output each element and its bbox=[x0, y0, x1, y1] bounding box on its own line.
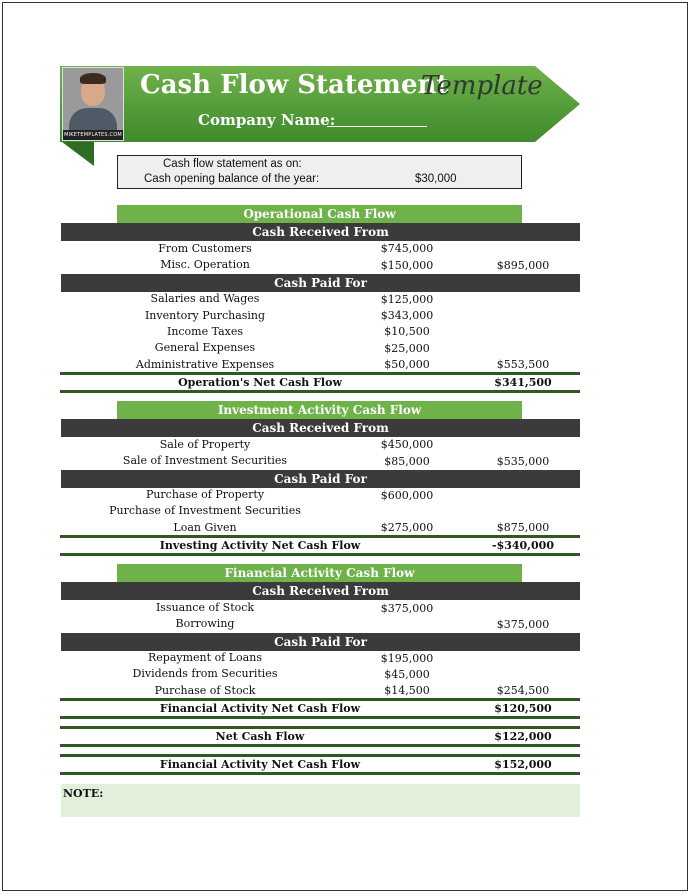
line-item-total: $254,500 bbox=[496, 684, 550, 697]
divider bbox=[60, 553, 580, 556]
line-item-value[interactable]: $745,000 bbox=[380, 242, 434, 255]
line-item-total: $895,000 bbox=[496, 259, 550, 272]
line-item-label: Dividends from Securities bbox=[132, 667, 278, 680]
investment-net-value: -$340,000 bbox=[492, 539, 554, 552]
title-main: Cash Flow Statement bbox=[140, 70, 449, 100]
line-item-value[interactable]: $125,000 bbox=[380, 293, 434, 306]
line-item-label: Purchase of Property bbox=[145, 488, 265, 501]
investment-received-header: Cash Received From bbox=[61, 419, 580, 437]
line-item-label: Income Taxes bbox=[166, 325, 244, 338]
line-item-label: From Customers bbox=[158, 242, 252, 255]
divider bbox=[60, 744, 580, 747]
line-item-label: Sale of Property bbox=[159, 438, 251, 451]
line-item-total: $875,000 bbox=[496, 521, 550, 534]
line-item-value[interactable]: $195,000 bbox=[380, 652, 434, 665]
operational-net-label: Operation's Net Cash Flow bbox=[178, 376, 342, 389]
operational-received-header: Cash Received From bbox=[61, 223, 580, 241]
net-cash-flow-label: Net Cash Flow bbox=[215, 730, 305, 743]
note-label: NOTE: bbox=[63, 787, 104, 800]
section-operational: Operational Cash Flow bbox=[117, 205, 522, 223]
line-item-total: $553,500 bbox=[496, 358, 550, 371]
line-item-value[interactable]: $45,000 bbox=[384, 668, 430, 681]
divider bbox=[60, 754, 580, 757]
line-item-label: Administrative Expenses bbox=[135, 358, 275, 371]
divider bbox=[60, 535, 580, 538]
line-item-label: Misc. Operation bbox=[160, 258, 250, 271]
divider bbox=[60, 390, 580, 393]
financial-net-label: Financial Activity Net Cash Flow bbox=[159, 702, 361, 715]
company-name-label: Company Name: bbox=[198, 111, 336, 129]
line-item-label: Issuance of Stock bbox=[155, 601, 255, 614]
net-cash-flow-value: $122,000 bbox=[494, 730, 552, 743]
line-item-label: General Expenses bbox=[154, 341, 256, 354]
line-item-value[interactable]: $25,000 bbox=[384, 342, 430, 355]
line-item-value[interactable]: $50,000 bbox=[384, 358, 430, 371]
title-template: Template bbox=[421, 71, 543, 101]
line-item-value[interactable]: $85,000 bbox=[384, 455, 430, 468]
line-item-value[interactable]: $375,000 bbox=[380, 602, 434, 615]
opening-balance-box bbox=[117, 155, 522, 189]
investment-paid-header: Cash Paid For bbox=[61, 470, 580, 488]
line-item-label: Sale of Investment Securities bbox=[122, 454, 288, 467]
divider bbox=[60, 372, 580, 375]
note-box[interactable] bbox=[61, 784, 580, 817]
financial-paid-header: Cash Paid For bbox=[61, 633, 580, 651]
financial-received-header: Cash Received From bbox=[61, 582, 580, 600]
divider bbox=[60, 772, 580, 775]
financial-net-value: $120,500 bbox=[494, 702, 552, 715]
line-item-label: Purchase of Investment Securities bbox=[109, 504, 301, 517]
opening-balance-value[interactable]: $30,000 bbox=[415, 173, 457, 185]
final-net-value: $152,000 bbox=[494, 758, 552, 771]
line-item-value[interactable]: $600,000 bbox=[380, 489, 434, 502]
line-item-total: $535,000 bbox=[496, 455, 550, 468]
photo-caption: MIKETEMPLATES.COM bbox=[64, 132, 122, 138]
operational-paid-header: Cash Paid For bbox=[61, 274, 580, 292]
statement-date-label: Cash flow statement as on: bbox=[163, 158, 302, 170]
line-item-label: Borrowing bbox=[175, 617, 235, 630]
divider bbox=[60, 698, 580, 701]
line-item-label: Inventory Purchasing bbox=[144, 309, 266, 322]
line-item-label: Purchase of Stock bbox=[154, 684, 256, 697]
opening-balance-label: Cash opening balance of the year: bbox=[144, 173, 320, 185]
divider bbox=[60, 726, 580, 729]
line-item-total: $375,000 bbox=[496, 618, 550, 631]
line-item-value[interactable]: $14,500 bbox=[384, 684, 430, 697]
investment-net-label: Investing Activity Net Cash Flow bbox=[159, 539, 361, 552]
final-net-label: Financial Activity Net Cash Flow bbox=[159, 758, 361, 771]
profile-photo bbox=[62, 67, 124, 141]
company-name-field[interactable] bbox=[327, 126, 427, 127]
line-item-value[interactable]: $150,000 bbox=[380, 259, 434, 272]
line-item-value[interactable]: $10,500 bbox=[384, 325, 430, 338]
section-investment: Investment Activity Cash Flow bbox=[117, 401, 522, 419]
section-financial: Financial Activity Cash Flow bbox=[117, 564, 522, 582]
line-item-value[interactable]: $450,000 bbox=[380, 438, 434, 451]
line-item-value[interactable]: $343,000 bbox=[380, 309, 434, 322]
operational-net-value: $341,500 bbox=[494, 376, 552, 389]
divider bbox=[60, 716, 580, 719]
line-item-label: Salaries and Wages bbox=[150, 292, 260, 305]
line-item-label: Loan Given bbox=[173, 521, 237, 534]
line-item-label: Repayment of Loans bbox=[148, 651, 262, 664]
line-item-value[interactable]: $275,000 bbox=[380, 521, 434, 534]
